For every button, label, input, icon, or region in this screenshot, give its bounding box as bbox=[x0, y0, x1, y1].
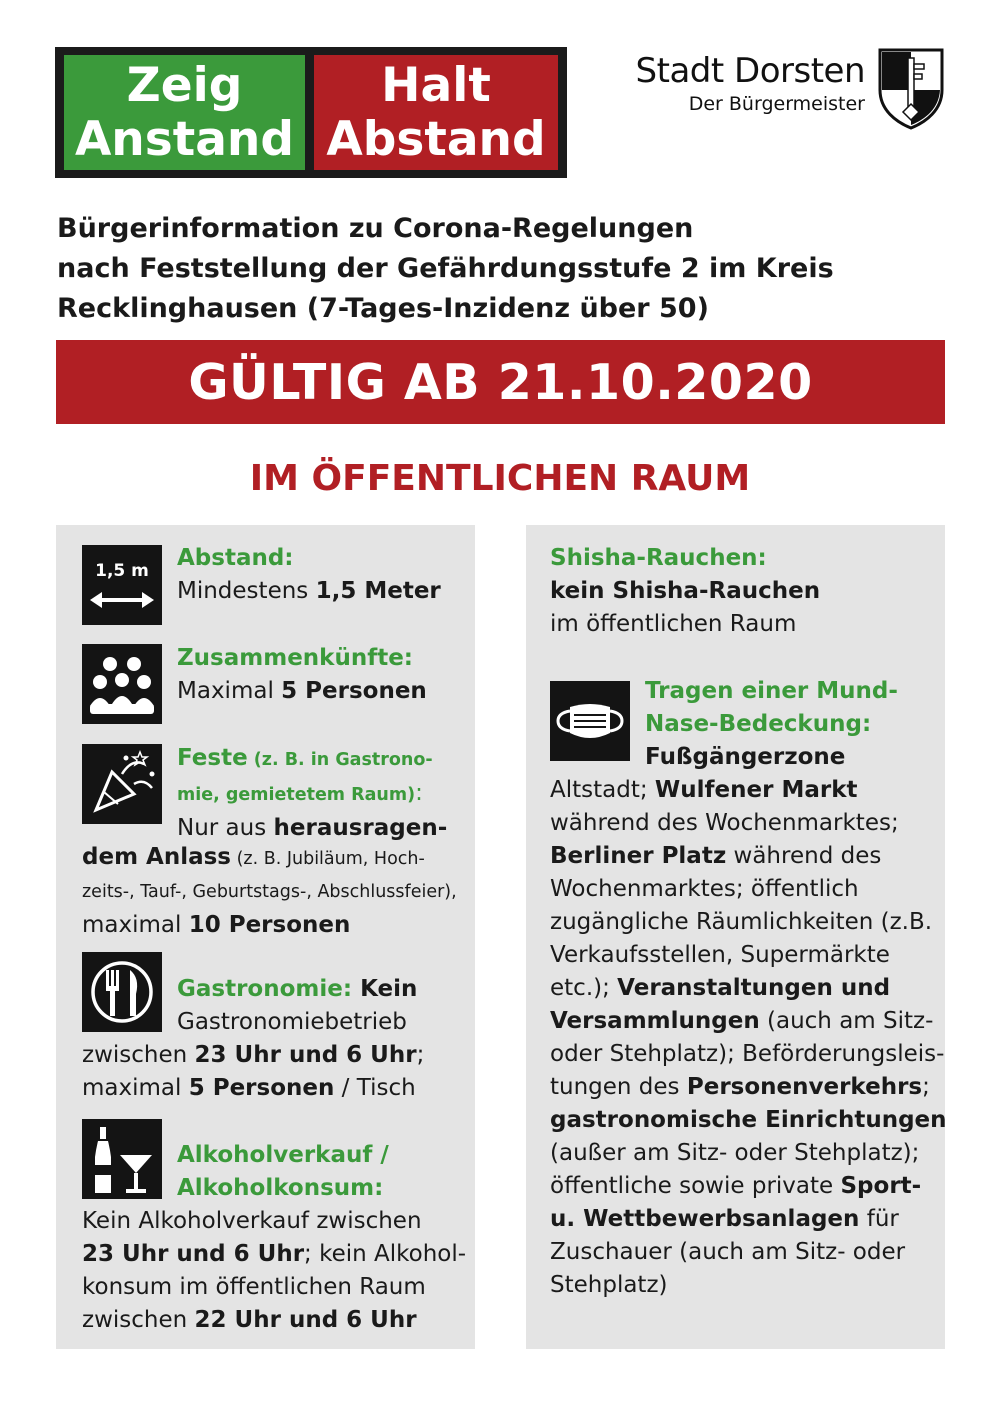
shisha-bold: kein Shisha-Rauchen bbox=[550, 578, 821, 604]
maske-l12: oder Stehplatz); Beförderungsleis- bbox=[550, 1041, 945, 1067]
treffen-block bbox=[177, 642, 427, 708]
feste-colon: : bbox=[415, 780, 423, 806]
face-mask-icon bbox=[550, 681, 630, 761]
maske-l4-bold: Wulfener Markt bbox=[654, 777, 858, 803]
maske-l15: (außer am Sitz- oder Stehplatz); bbox=[550, 1140, 920, 1166]
feste-l4-bold: dem Anlass bbox=[82, 844, 231, 870]
maske-l14-bold: gastronomische Einrichtungen bbox=[550, 1107, 947, 1133]
shisha-title: Shisha-Rauchen: bbox=[550, 545, 767, 571]
gastro-body bbox=[82, 1039, 424, 1105]
maske-l16-bold: Sport- bbox=[840, 1173, 922, 1199]
campaign-logo bbox=[55, 47, 567, 178]
logo-abstand: Abstand bbox=[326, 111, 546, 167]
alkohol-head bbox=[177, 1139, 389, 1205]
headline-line-2: nach Feststellung der Gefährdungsstufe 2 im Kreis bbox=[57, 253, 834, 284]
feste-l6-bold: 10 Personen bbox=[188, 912, 351, 938]
gastro-head bbox=[177, 973, 417, 1039]
city-block bbox=[636, 52, 865, 118]
feste-head bbox=[177, 742, 447, 845]
alkohol-title-2: Alkoholkonsum: bbox=[177, 1175, 384, 1201]
maske-l4-pre: Altstadt; bbox=[550, 777, 655, 803]
treffen-pre: Maximal bbox=[177, 678, 282, 704]
party-popper-icon bbox=[82, 744, 162, 824]
gastro-l4-bold: 5 Personen bbox=[188, 1075, 335, 1101]
maske-l8: zugängliche Räumlichkeiten (z.B. bbox=[550, 909, 933, 935]
city-name: Stadt Dorsten bbox=[635, 51, 865, 91]
group-icon bbox=[82, 644, 162, 724]
maske-l11-post: (auch am Sitz- bbox=[759, 1008, 934, 1034]
maske-l19: Stehplatz) bbox=[550, 1272, 668, 1298]
maske-l10-pre: etc.); bbox=[550, 975, 618, 1001]
alkohol-l3: konsum im öffentlichen Raum bbox=[82, 1274, 426, 1300]
maske-l13-bold: Personenverkehrs bbox=[686, 1074, 923, 1100]
maske-l9: Verkaufsstellen, Supermärkte bbox=[550, 942, 890, 968]
feste-title: Feste bbox=[177, 745, 248, 771]
gastro-title: Gastronomie: bbox=[177, 976, 353, 1002]
maske-title-2: Nase-Bedeckung: bbox=[645, 711, 872, 737]
maske-l10-bold: Veranstaltungen und bbox=[617, 975, 891, 1001]
abstand-value: 1,5 Meter bbox=[315, 578, 441, 604]
logo-green-half bbox=[64, 55, 305, 170]
headline bbox=[57, 209, 957, 329]
feste-title-small-2: mie, gemietetem Raum) bbox=[177, 785, 416, 805]
maske-l16-pre: öffentliche sowie private bbox=[550, 1173, 841, 1199]
maske-title-1: Tragen einer Mund- bbox=[645, 678, 898, 704]
maske-l3-bold: Fußgängerzone bbox=[645, 744, 846, 770]
maske-head bbox=[645, 675, 898, 774]
maske-l13-pre: tungen des bbox=[550, 1074, 687, 1100]
feste-body bbox=[82, 841, 457, 942]
alkohol-l2-post: ; kein Alkohol- bbox=[304, 1241, 467, 1267]
alkohol-l4-pre: zwischen bbox=[82, 1307, 195, 1333]
abstand-title: Abstand: bbox=[177, 545, 294, 571]
gastro-l3-pre: zwischen bbox=[82, 1042, 195, 1068]
maske-l5: während des Wochenmarktes; bbox=[550, 810, 899, 836]
maske-l13-post: ; bbox=[922, 1074, 930, 1100]
gastro-l4-post: / Tisch bbox=[334, 1075, 416, 1101]
alcohol-icon bbox=[82, 1119, 162, 1199]
abstand-block bbox=[177, 542, 441, 608]
headline-line-1: Bürgerinformation zu Corona-Regelungen bbox=[57, 213, 694, 244]
alkohol-body bbox=[82, 1205, 466, 1337]
cutlery-icon bbox=[82, 952, 162, 1032]
feste-l5: zeits-, Tauf-, Geburtstags-, Abschlussfeier), bbox=[82, 882, 457, 902]
gastro-l4-pre: maximal bbox=[82, 1075, 189, 1101]
alkohol-l4-bold: 22 Uhr und 6 Uhr bbox=[194, 1307, 417, 1333]
logo-anstand: Anstand bbox=[74, 111, 295, 167]
alkohol-title-1: Alkoholverkauf / bbox=[177, 1142, 389, 1168]
maske-l17-bold: u. Wettbewerbsanlagen bbox=[550, 1206, 860, 1232]
shisha-l3: im öffentlichen Raum bbox=[550, 611, 797, 637]
gastro-title-bold: Kein bbox=[352, 976, 418, 1002]
headline-line-3: Recklinghausen (7-Tages-Inzidenz über 50) bbox=[57, 293, 709, 324]
maske-l17-post: für bbox=[859, 1206, 899, 1232]
logo-zeig: Zeig bbox=[126, 57, 243, 113]
alkohol-l1: Kein Alkoholverkauf zwischen bbox=[82, 1208, 422, 1234]
treffen-title: Zusammenkünfte: bbox=[177, 645, 414, 671]
maske-l6-post: während des bbox=[726, 843, 882, 869]
distance-icon-label: 1,5 m bbox=[95, 561, 149, 581]
alkohol-l2-bold: 23 Uhr und 6 Uhr bbox=[82, 1241, 305, 1267]
gastro-l3-post: ; bbox=[416, 1042, 425, 1068]
shisha-block bbox=[550, 542, 820, 641]
maske-body bbox=[550, 774, 947, 1302]
feste-l6-pre: maximal bbox=[82, 912, 189, 938]
validity-banner bbox=[56, 340, 945, 424]
maske-l6-bold: Berliner Platz bbox=[550, 843, 727, 869]
abstand-pre: Mindestens bbox=[177, 578, 316, 604]
logo-red-half bbox=[314, 55, 558, 170]
feste-title-small-1: (z. B. in Gastrono- bbox=[247, 750, 433, 770]
logo-halt: Halt bbox=[381, 57, 491, 113]
distance-icon bbox=[82, 545, 162, 625]
feste-l4-small: (z. B. Jubiläum, Hoch- bbox=[231, 849, 425, 869]
feste-l3-bold: herausragen- bbox=[273, 815, 448, 841]
validity-text: GÜLTIG AB 21.10.2020 bbox=[188, 353, 813, 411]
maske-l18: Zuschauer (auch am Sitz- oder bbox=[550, 1239, 906, 1265]
section-title: IM ÖFFENTLICHEN RAUM bbox=[249, 458, 751, 499]
gastro-l3-bold: 23 Uhr und 6 Uhr bbox=[194, 1042, 417, 1068]
feste-l3-pre: Nur aus bbox=[177, 815, 274, 841]
maske-l7: Wochenmarktes; öffentlich bbox=[550, 876, 859, 902]
city-office: Der Bürgermeister bbox=[688, 93, 865, 115]
maske-l11-bold: Versammlungen bbox=[550, 1008, 760, 1034]
treffen-value: 5 Personen bbox=[281, 678, 427, 704]
city-crest-icon bbox=[878, 48, 944, 130]
gastro-l2: Gastronomiebetrieb bbox=[177, 1009, 407, 1035]
